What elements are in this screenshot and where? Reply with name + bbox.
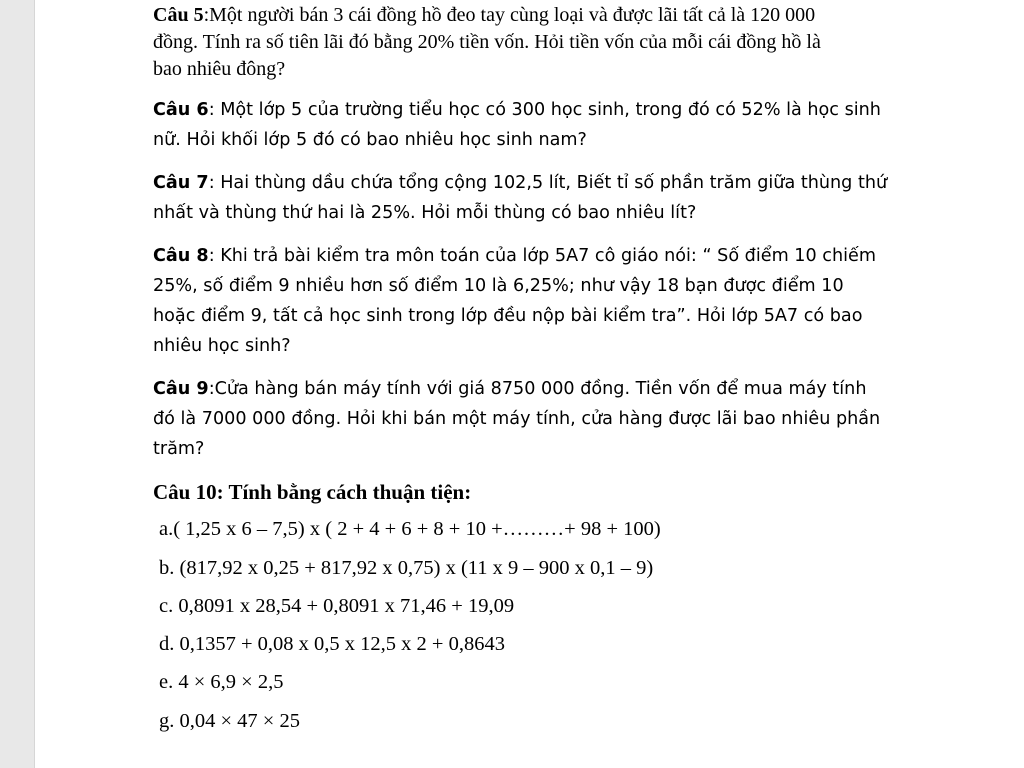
question-6-line-2: nữ. Hỏi khối lớp 5 đó có bao nhiêu học sinh nam? [153,130,587,150]
question-8 [153,241,876,361]
question-5-line-2: đồng. Tính ra số tiên lãi đó bằng 20% tiền vốn. Hỏi tiền vốn của mỗi cái đồng hồ là [153,31,821,53]
question-10-item-b: b. (817,92 x 0,25 + 817,92 x 0,75) x (11 x 9 – 900 x 0,1 – 9) [159,557,654,579]
question-7-line-1: Câu 7: Hai thùng dầu chứa tổng cộng 102,5 lít, Biết tỉ số phần trăm giữa thùng thứ [153,173,888,193]
question-5-label: Câu 5 [153,4,204,26]
question-10-item-e: e. 4 × 6,9 × 2,5 [159,671,284,693]
question-8-line-3: hoặc điểm 9, tất cả học sinh trong lớp đều nộp bài kiểm tra”. Hỏi lớp 5A7 có bao [153,306,863,326]
question-6-line-1: Câu 6: Một lớp 5 của trường tiểu học có 300 học sinh, trong đó có 52% là học sinh [153,100,881,120]
question-5-line-3: bao nhiêu đông? [153,58,286,80]
question-8-line-4: nhiêu học sinh? [153,336,291,356]
question-8-line-2: 25%, số điểm 9 nhiều hơn số điểm 10 là 6,25%; như vậy 18 bạn được điểm 10 [153,276,844,296]
question-7-label: Câu 7 [153,173,209,193]
question-10-item-g: g. 0,04 × 47 × 25 [159,710,300,732]
question-10-item-a: a.( 1,25 x 6 – 7,5) x ( 2 + 4 + 6 + 8 + 10 +………+ 98 + 100) [159,518,661,540]
question-7 [153,168,887,228]
question-9-line-1: Câu 9:Cửa hàng bán máy tính với giá 8750 000 đồng. Tiền vốn để mua máy tính [153,379,867,399]
question-7-line-2: nhất và thùng thứ hai là 25%. Hỏi mỗi thùng có bao nhiêu lít? [153,203,697,223]
page-margin-gutter [0,0,35,768]
question-6-label: Câu 6 [153,100,209,120]
question-9-line-3: trăm? [153,439,205,459]
question-9-line-2: đó là 7000 000 đồng. Hỏi khi bán một máy tính, cửa hàng được lãi bao nhiêu phần [153,409,881,429]
question-10-item-d: d. 0,1357 + 0,08 x 0,5 x 12,5 x 2 + 0,8643 [159,633,505,655]
question-5 [153,2,821,83]
question-10-heading: Câu 10: Tính bằng cách thuận tiện: [153,480,472,504]
question-8-line-1: Câu 8: Khi trả bài kiểm tra môn toán của lớp 5A7 cô giáo nói: “ Số điểm 10 chiếm [153,246,876,266]
question-6 [153,95,881,155]
question-8-label: Câu 8 [153,246,209,266]
question-10-item-c: c. 0,8091 x 28,54 + 0,8091 x 71,46 + 19,09 [159,595,515,617]
question-5-line-1: Câu 5:Một người bán 3 cái đồng hồ đeo tay cùng loại và được lãi tất cả là 120 000 [153,4,816,26]
question-9-label: Câu 9 [153,379,209,399]
document-page [35,0,1024,768]
question-9 [153,374,880,464]
